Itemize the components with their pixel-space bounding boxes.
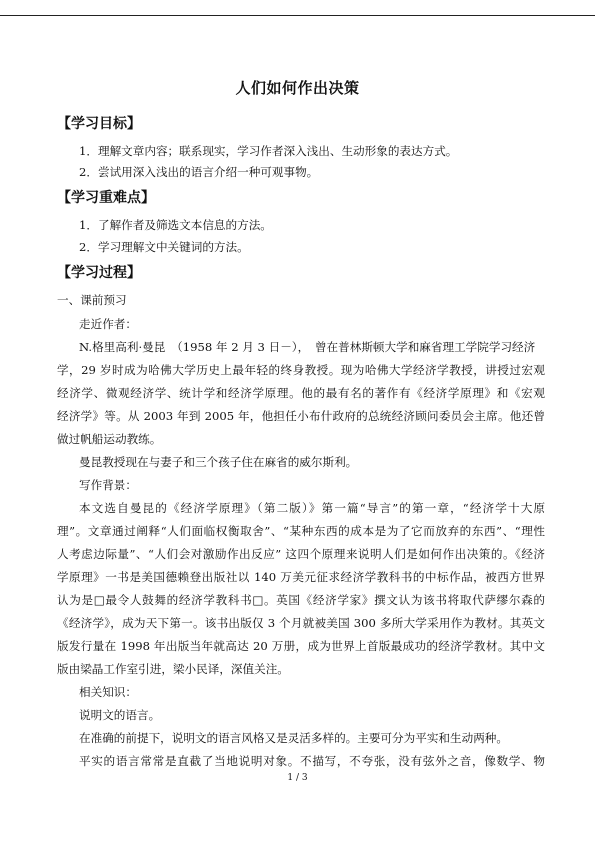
background-paragraph-line: 本文选自曼昆的《经济学原理》（第二版）》第一篇“导言”的第一章，“经济学十大原 — [79, 501, 545, 515]
knowledge-line: 说明文的语言。 — [79, 708, 161, 722]
author-paragraph-line: 经济学》等。从 2003 年到 2005 年，他担任小布什政府的总统经济顾问委员会主席。他还曾 — [57, 409, 545, 423]
goal-item: 2．尝试用深入浅出的语言介绍一种可观事物。 — [79, 165, 319, 179]
background-paragraph-line: 学原理》一书是美国德赖登出版社以 140 万美元征求经济学教科书的中标作品，被西方世界 — [57, 570, 545, 584]
subsection-label: 走近作者： — [79, 317, 137, 331]
heading-key-difficulties: 【学习重难点】 — [57, 190, 155, 206]
knowledge-line: 平实的语言常常是直截了当地说明对象。不描写，不夸张，没有弦外之音，像数学、物 — [79, 754, 545, 768]
background-paragraph-line: 理”。文章通过阐释“人们面临权衡取舍”、“某种东西的成本是为了它而放弃的东西”、“理性 — [57, 524, 545, 538]
knowledge-line: 在准确的前提下，说明文的语言风格又是灵活多样的。主要可分为平实和生动两种。 — [79, 731, 508, 745]
author-paragraph-line: 学，29 岁时成为哈佛大学历史上最年轻的终身教授。现为哈佛大学经济学教授，讲授过宏观 — [57, 363, 545, 377]
difficulty-item: 2．学习理解文中关键词的方法。 — [79, 240, 249, 254]
background-paragraph-line: 版发行量在 1998 年出版当年就高达 20 万册，成为世界上首版最成功的经济学教材。其中文 — [57, 639, 545, 653]
background-paragraph-line: 版由梁晶工作室引进，梁小民译，深值关注。 — [57, 662, 289, 676]
page-number: 1 / 3 — [287, 773, 308, 783]
author-paragraph-line: 经济学、微观经济学、统计学和经济学原理。他的最有名的著作有《经济学原理》和《宏观 — [57, 386, 545, 400]
author-family-line: 曼昆教授现在与妻子和三个孩子住在麻省的威尔斯利。 — [79, 455, 358, 469]
author-paragraph-line: 做过帆船运动教练。 — [57, 432, 162, 446]
author-paragraph-line: N.格里高利·曼昆 （1958 年 2 月 3 日－）， 曾在普林斯顿大学和麻省理工学院学习经济 — [79, 340, 536, 354]
background-paragraph-line: 认为是□最令人鼓舞的经济学教科书□。英国《经济学家》撰文认为该书将取代萨缪尔森的 — [57, 593, 545, 607]
heading-learning-goals: 【学习目标】 — [57, 116, 141, 132]
heading-learning-process: 【学习过程】 — [57, 265, 141, 281]
page-title: 人们如何作出决策 — [235, 79, 360, 97]
subsection-label: 相关知识： — [79, 685, 137, 699]
difficulty-item: 1．了解作者及筛选文本信息的方法。 — [79, 218, 272, 232]
background-paragraph-line: 人考虑边际量”、“人们会对激励作出反应” 这四个原理来说明人们是如何作出决策的。《经济 — [57, 547, 545, 561]
section-heading: 一、课前预习 — [57, 293, 127, 307]
subsection-label: 写作背景： — [79, 478, 137, 492]
header-rule — [0, 15, 595, 16]
goal-item: 1．理解文章内容；联系现实，学习作者深入浅出、生动形象的表达方式。 — [79, 144, 458, 158]
background-paragraph-line: 《经济学》，成为天下第一。该书出版仅 3 个月就被美国 300 多所大学采用作为教材。其英文 — [57, 616, 545, 630]
